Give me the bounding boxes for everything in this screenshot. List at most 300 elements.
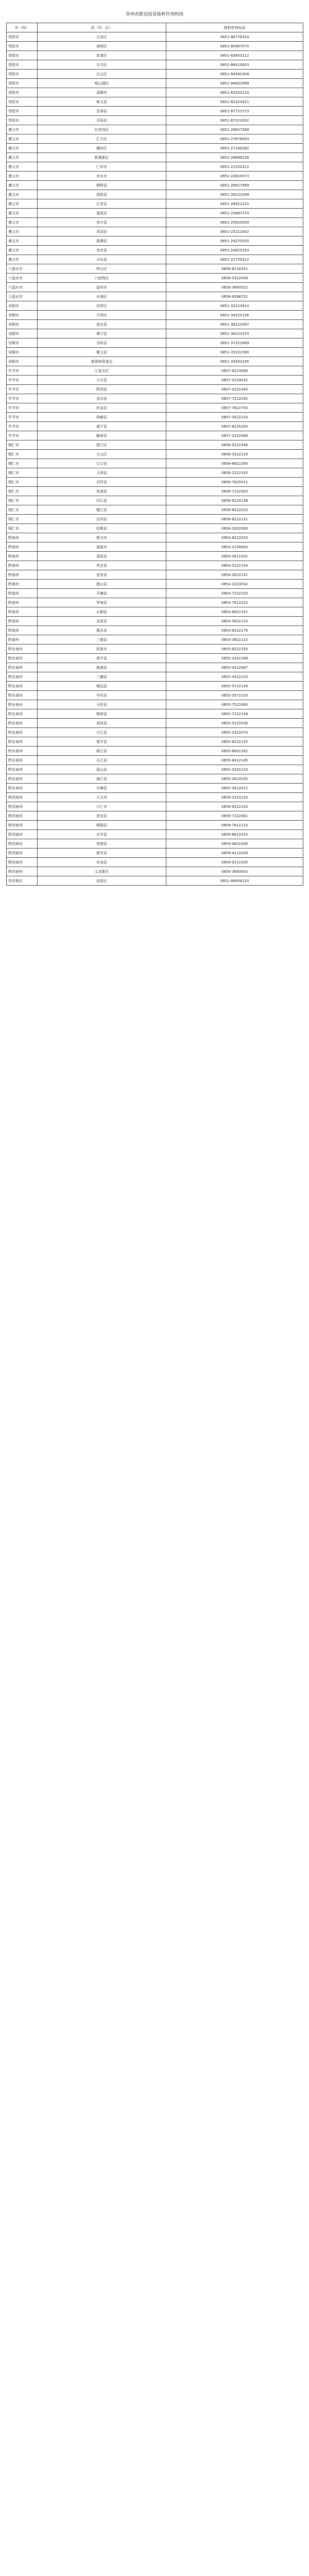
- table-row: [7, 505, 303, 515]
- cell-phone: 0854-3611502: [166, 552, 303, 561]
- cell-city: 黔南州: [7, 626, 38, 635]
- table-row: [7, 709, 303, 719]
- cell-phone: 0851-28688226: [166, 153, 303, 162]
- table-row: [7, 858, 303, 867]
- cell-phone: 0859-4621006: [166, 839, 303, 849]
- table-row: [7, 496, 303, 505]
- cell-city: 黔东南州: [7, 709, 38, 719]
- cell-phone: 0851-25211002: [166, 227, 303, 236]
- cell-county: 黎平县: [38, 737, 166, 747]
- cell-phone: 0856-5222346: [166, 440, 303, 450]
- table-row: [7, 97, 303, 107]
- cell-city: 遵义市: [7, 190, 38, 199]
- cell-county: 凤冈县: [38, 227, 166, 236]
- cell-city: 黔东南州: [7, 663, 38, 672]
- cell-county: 平塘县: [38, 589, 166, 598]
- cell-phone: 0855-5222036: [166, 719, 303, 728]
- cell-county: 织金县: [38, 403, 166, 413]
- cell-city: 黔西南州: [7, 839, 38, 849]
- cell-phone: 0856-8522023: [166, 505, 303, 515]
- cell-city: 铜仁市: [7, 487, 38, 496]
- cell-county: 绥阳县: [38, 190, 166, 199]
- table-row: [7, 274, 303, 283]
- cell-phone: 0851-34222156: [166, 311, 303, 320]
- cell-county: 施秉县: [38, 663, 166, 672]
- cell-county: 台江县: [38, 728, 166, 737]
- cell-phone: 0851-38222097: [166, 320, 303, 329]
- cell-phone: 0857-3222088: [166, 431, 303, 440]
- cell-city: 黔西南州: [7, 821, 38, 830]
- table-row: [7, 32, 303, 42]
- cell-county: 荔波县: [38, 552, 166, 561]
- cell-phone: 0855-6412145: [166, 756, 303, 765]
- cell-city: 铜仁市: [7, 524, 38, 533]
- table-row: [7, 162, 303, 172]
- table-row: [7, 431, 303, 440]
- cell-city: 黔南州: [7, 617, 38, 626]
- table-row: [7, 561, 303, 570]
- table-row: [7, 190, 303, 199]
- table-row: [7, 209, 303, 218]
- cell-phone: 0858-3660022: [166, 283, 303, 292]
- cell-county: 金沙县: [38, 394, 166, 403]
- cell-phone: 0851-33223910: [166, 301, 303, 311]
- cell-city: 遵义市: [7, 134, 38, 144]
- cell-city: 遵义市: [7, 209, 38, 218]
- table-row: [7, 654, 303, 663]
- cell-city: 黔西南州: [7, 830, 38, 839]
- cell-county: 印江县: [38, 496, 166, 505]
- cell-county: 安龙县: [38, 858, 166, 867]
- cell-city: 遵义市: [7, 162, 38, 172]
- cell-city: 黔东南州: [7, 691, 38, 700]
- cell-city: 毕节市: [7, 403, 38, 413]
- cell-phone: 0855-4522103: [166, 672, 303, 682]
- cell-county: 六枝特区: [38, 274, 166, 283]
- table-header-row: [7, 23, 303, 32]
- cell-county: 正安县: [38, 199, 166, 209]
- cell-city: 贵阳市: [7, 32, 38, 42]
- cell-city: 黔东南州: [7, 747, 38, 756]
- cell-county: 晴隆县: [38, 821, 166, 830]
- cell-county: 贵定县: [38, 561, 166, 570]
- cell-city: 贵阳市: [7, 42, 38, 51]
- cell-city: 黔东南州: [7, 672, 38, 682]
- cell-county: 兴义市: [38, 793, 166, 802]
- cell-county: 水城区: [38, 292, 166, 301]
- table-row: [7, 394, 303, 403]
- table-row: [7, 682, 303, 691]
- cell-phone: 0851-25887270: [166, 209, 303, 218]
- cell-county: 丹寨县: [38, 784, 166, 793]
- table-row: [7, 199, 303, 209]
- cell-city: 黔西南州: [7, 867, 38, 876]
- cell-phone: 0854-7612210: [166, 598, 303, 607]
- cell-phone: 0854-6222176: [166, 626, 303, 635]
- cell-county: 从江县: [38, 756, 166, 765]
- cell-county: 雷山县: [38, 765, 166, 774]
- cell-county: 独山县: [38, 580, 166, 589]
- cell-phone: 0854-2228083: [166, 543, 303, 552]
- table-row: [7, 385, 303, 394]
- cell-phone: 0851-26421215: [166, 199, 303, 209]
- cell-city: 铜仁市: [7, 515, 38, 524]
- table-row: [7, 450, 303, 459]
- cell-phone: 0855-2422168: [166, 654, 303, 663]
- cell-county: 红花岗区: [38, 125, 166, 134]
- cell-phone: 0854-5632110: [166, 617, 303, 626]
- cell-city: 毕节市: [7, 413, 38, 422]
- cell-phone: 0855-3572120: [166, 691, 303, 700]
- table-row: [7, 236, 303, 246]
- table-row: [7, 672, 303, 682]
- cell-county: 榕江县: [38, 747, 166, 756]
- cell-phone: 0851-26231099: [166, 190, 303, 199]
- table-row: [7, 51, 303, 60]
- table-row: [7, 320, 303, 329]
- table-row: [7, 172, 303, 181]
- cell-city: 贵阳市: [7, 107, 38, 116]
- cell-county: 白云区: [38, 70, 166, 79]
- table-row: [7, 830, 303, 839]
- table-row: [7, 348, 303, 357]
- cell-county: 七星关区: [38, 366, 166, 376]
- table-row: [7, 125, 303, 134]
- table-row: [7, 181, 303, 190]
- cell-county: 直管区: [38, 876, 166, 886]
- cell-city: 黔西南州: [7, 802, 38, 811]
- cell-county: 务川县: [38, 218, 166, 227]
- cell-phone: 0854-3922115: [166, 635, 303, 645]
- cell-city: 黔西南州: [7, 858, 38, 867]
- cell-city: 黔南州: [7, 561, 38, 570]
- table-row: [7, 264, 303, 274]
- cell-phone: 0851-27878093: [166, 134, 303, 144]
- cell-city: 黔南州: [7, 552, 38, 561]
- cell-phone: 0851-25620009: [166, 218, 303, 227]
- cell-city: 毕节市: [7, 394, 38, 403]
- cell-phone: 0858-5322056: [166, 274, 303, 283]
- cell-county: 麻江县: [38, 774, 166, 784]
- cell-phone: 0851-37221069: [166, 338, 303, 348]
- cell-county: 汇川区: [38, 134, 166, 144]
- table-row: [7, 478, 303, 487]
- cell-county: 关岭县: [38, 338, 166, 348]
- cell-county: 威宁县: [38, 422, 166, 431]
- cell-county: 大方县: [38, 376, 166, 385]
- cell-city: 遵义市: [7, 144, 38, 153]
- table-row: [7, 357, 303, 366]
- cell-phone: 0851-24270555: [166, 236, 303, 246]
- table-row: [7, 765, 303, 774]
- table-row: [7, 570, 303, 580]
- table-row: [7, 218, 303, 227]
- table-row: [7, 255, 303, 264]
- cell-city: 黔西南州: [7, 849, 38, 858]
- cell-phone: 0859-3223120: [166, 793, 303, 802]
- cell-city: 黔东南州: [7, 645, 38, 654]
- cell-county: 息烽县: [38, 107, 166, 116]
- table-row: [7, 876, 303, 886]
- cell-county: 沿河县: [38, 515, 166, 524]
- cell-phone: 0856-6622260: [166, 459, 303, 468]
- cell-phone: 0859-7222061: [166, 811, 303, 821]
- table-row: [7, 422, 303, 431]
- cell-phone: 0857-6235200: [166, 422, 303, 431]
- cell-city: 贵阳市: [7, 70, 38, 79]
- cell-city: 遵义市: [7, 255, 38, 264]
- table-body: [7, 23, 303, 886]
- table-row: [7, 524, 303, 533]
- cell-city: 毕节市: [7, 376, 38, 385]
- cell-county: 盘州市: [38, 283, 166, 292]
- table-row: [7, 691, 303, 700]
- cell-city: 铜仁市: [7, 468, 38, 478]
- cell-county: 修文县: [38, 97, 166, 107]
- cell-phone: 0851-22750312: [166, 255, 303, 264]
- cell-county: 播州区: [38, 144, 166, 153]
- cell-phone: 0859-6612014: [166, 830, 303, 839]
- cell-phone: 0857-3522120: [166, 413, 303, 422]
- cell-phone: 0859-5211035: [166, 858, 303, 867]
- cell-phone: 0857-5230032: [166, 376, 303, 385]
- cell-city: 遵义市: [7, 246, 38, 255]
- cell-city: 黔南州: [7, 589, 38, 598]
- cell-county: 仁怀市: [38, 162, 166, 172]
- cell-county: 万山区: [38, 450, 166, 459]
- table-row: [7, 79, 303, 88]
- cell-phone: 0851-26627999: [166, 181, 303, 190]
- cell-county: 贞丰县: [38, 830, 166, 839]
- cell-phone: 0855-3612012: [166, 784, 303, 793]
- cell-phone: 0856-8222131: [166, 515, 303, 524]
- table-row: [7, 543, 303, 552]
- table-row: [7, 515, 303, 524]
- cell-county: 碧江区: [38, 440, 166, 450]
- table-row: [7, 134, 303, 144]
- cell-county: 桐梓县: [38, 181, 166, 190]
- table-row: [7, 60, 303, 70]
- cell-county: 紫云县: [38, 348, 166, 357]
- cell-county: 龙里县: [38, 617, 166, 626]
- cell-phone: 0856-7222303: [166, 487, 303, 496]
- cell-city: 黔南州: [7, 570, 38, 580]
- cell-phone: 0855-4222067: [166, 663, 303, 672]
- cell-city: 黔南州: [7, 607, 38, 617]
- table-row: [7, 821, 303, 830]
- cell-county: 黄果树管委会: [38, 357, 166, 366]
- cell-county: 花溪区: [38, 51, 166, 60]
- cell-city: 安顺市: [7, 311, 38, 320]
- cell-city: 黔东南州: [7, 784, 38, 793]
- table-row: [7, 607, 303, 617]
- cell-city: 六盘水市: [7, 274, 38, 283]
- cell-city: 遵义市: [7, 236, 38, 246]
- cell-city: 安顺市: [7, 357, 38, 366]
- cell-phone: 0851-33593105: [166, 357, 303, 366]
- cell-county: 湄潭县: [38, 236, 166, 246]
- cell-city: 贵阳市: [7, 88, 38, 97]
- cell-city: 铜仁市: [7, 478, 38, 487]
- cell-county: 镇宁县: [38, 329, 166, 338]
- cell-county: 新蒲新区: [38, 153, 166, 162]
- cell-phone: 0856-6220138: [166, 496, 303, 505]
- cell-county: 赫章县: [38, 431, 166, 440]
- cell-phone: 0851-82323421: [166, 97, 303, 107]
- cell-county: 三都县: [38, 635, 166, 645]
- cell-phone: 0857-7622750: [166, 403, 303, 413]
- cell-phone: 0851-83853112: [166, 51, 303, 60]
- cell-city: 贵阳市: [7, 116, 38, 125]
- cell-city: 贵阳市: [7, 97, 38, 107]
- cell-city: 黔东南州: [7, 737, 38, 747]
- cell-phone: 0851-28627289: [166, 125, 303, 134]
- cell-county: 西秀区: [38, 301, 166, 311]
- table-row: [7, 598, 303, 607]
- cell-county: 钟山区: [38, 264, 166, 274]
- cell-phone: 0859-4212039: [166, 849, 303, 858]
- cell-city: 黔东南州: [7, 774, 38, 784]
- cell-city: 六盘水市: [7, 292, 38, 301]
- cell-phone: 0855-5322070: [166, 728, 303, 737]
- cell-county: 玉屏县: [38, 468, 166, 478]
- cell-phone: 0851-35222390: [166, 348, 303, 357]
- cell-county: 望谟县: [38, 839, 166, 849]
- cell-county: 锦屏县: [38, 709, 166, 719]
- cell-city: 黔南州: [7, 580, 38, 589]
- table-row: [7, 144, 303, 153]
- table-row: [7, 70, 303, 79]
- cell-phone: 0855-5722126: [166, 682, 303, 691]
- table-row: [7, 793, 303, 802]
- table-row: [7, 811, 303, 821]
- cell-city: 六盘水市: [7, 283, 38, 292]
- table-row: [7, 728, 303, 737]
- table-row: [7, 617, 303, 626]
- cell-phone: 0855-7522060: [166, 700, 303, 709]
- cell-phone: 0851-27240282: [166, 144, 303, 153]
- cell-city: 黔南州: [7, 543, 38, 552]
- cell-county: 开阳县: [38, 116, 166, 125]
- cell-city: 黔西南州: [7, 793, 38, 802]
- cell-county: 长顺县: [38, 607, 166, 617]
- cell-phone: 0855-7222156: [166, 709, 303, 719]
- cell-phone: 0854-2622141: [166, 570, 303, 580]
- cell-phone: 0857-7222042: [166, 394, 303, 403]
- table-row: [7, 700, 303, 709]
- cell-city: 安顺市: [7, 320, 38, 329]
- cell-phone: 0856-2822090: [166, 524, 303, 533]
- cell-city: 黔南州: [7, 598, 38, 607]
- table-row: [7, 580, 303, 589]
- table-row: [7, 774, 303, 784]
- cell-county: 罗甸县: [38, 598, 166, 607]
- table-row: [7, 839, 303, 849]
- cell-county: 义龙新区: [38, 867, 166, 876]
- cell-city: 铜仁市: [7, 459, 38, 468]
- cell-city: 黔东南州: [7, 756, 38, 765]
- cell-county: 普安县: [38, 811, 166, 821]
- cell-city: 安顺市: [7, 301, 38, 311]
- table-row: [7, 440, 303, 450]
- cell-county: 思南县: [38, 487, 166, 496]
- cell-county: 习水县: [38, 255, 166, 264]
- cell-county: 剑河县: [38, 719, 166, 728]
- table-row: [7, 376, 303, 385]
- cell-county: 平坝区: [38, 311, 166, 320]
- cell-city: 贵阳市: [7, 51, 38, 60]
- cell-phone: 0856-7625011: [166, 478, 303, 487]
- cell-phone: 0859-6222120: [166, 802, 303, 811]
- cell-phone: 0851-36222470: [166, 329, 303, 338]
- hotline-table-wrapper: [6, 23, 303, 886]
- cell-city: 遵义市: [7, 181, 38, 190]
- cell-phone: 0851-22202412: [166, 162, 303, 172]
- cell-county: 册亨县: [38, 849, 166, 858]
- table-row: [7, 338, 303, 348]
- hotline-table: [6, 23, 303, 886]
- table-row: [7, 552, 303, 561]
- cell-phone: 0851-24622163: [166, 246, 303, 255]
- table-row: [7, 413, 303, 422]
- cell-county: 福泉市: [38, 543, 166, 552]
- cell-city: 安顺市: [7, 348, 38, 357]
- cell-phone: 0854-7222103: [166, 589, 303, 598]
- cell-city: 黔东南州: [7, 719, 38, 728]
- cell-phone: 0855-2622035: [166, 774, 303, 784]
- table-row: [7, 403, 303, 413]
- header-county: 县（市、区）: [38, 23, 166, 32]
- table-row: [7, 153, 303, 162]
- cell-city: 黔东南州: [7, 682, 38, 691]
- cell-county: 瓮安县: [38, 570, 166, 580]
- table-row: [7, 301, 303, 311]
- cell-phone: 0851-82520120: [166, 88, 303, 97]
- table-row: [7, 784, 303, 793]
- cell-phone: 0851-84591008: [166, 70, 303, 79]
- cell-city: 毕节市: [7, 385, 38, 394]
- table-row: [7, 487, 303, 496]
- table-row: [7, 88, 303, 97]
- cell-city: 遵义市: [7, 218, 38, 227]
- cell-city: 黔东南州: [7, 765, 38, 774]
- table-row: [7, 867, 303, 876]
- cell-city: 安顺市: [7, 329, 38, 338]
- table-row: [7, 747, 303, 756]
- cell-city: 黔东南州: [7, 654, 38, 663]
- cell-phone: 0857-4222345: [166, 385, 303, 394]
- cell-county: 黔西县: [38, 385, 166, 394]
- table-row: [7, 292, 303, 301]
- cell-city: 黔东南州: [7, 728, 38, 737]
- cell-city: 毕节市: [7, 366, 38, 376]
- table-row: [7, 246, 303, 255]
- cell-phone: 0854-8222033: [166, 533, 303, 543]
- cell-county: 纳雍县: [38, 413, 166, 422]
- cell-city: 毕节市: [7, 431, 38, 440]
- table-row: [7, 329, 303, 338]
- cell-county: 三穗县: [38, 672, 166, 682]
- cell-county: 普定县: [38, 320, 166, 329]
- cell-county: 观山湖区: [38, 79, 166, 88]
- cell-phone: 0857-8223066: [166, 366, 303, 376]
- cell-phone: 0855-8222335: [166, 645, 303, 654]
- cell-county: 镇远县: [38, 682, 166, 691]
- cell-phone: 0855-6222155: [166, 737, 303, 747]
- cell-city: 铜仁市: [7, 440, 38, 450]
- cell-city: 毕节市: [7, 422, 38, 431]
- table-row: [7, 366, 303, 376]
